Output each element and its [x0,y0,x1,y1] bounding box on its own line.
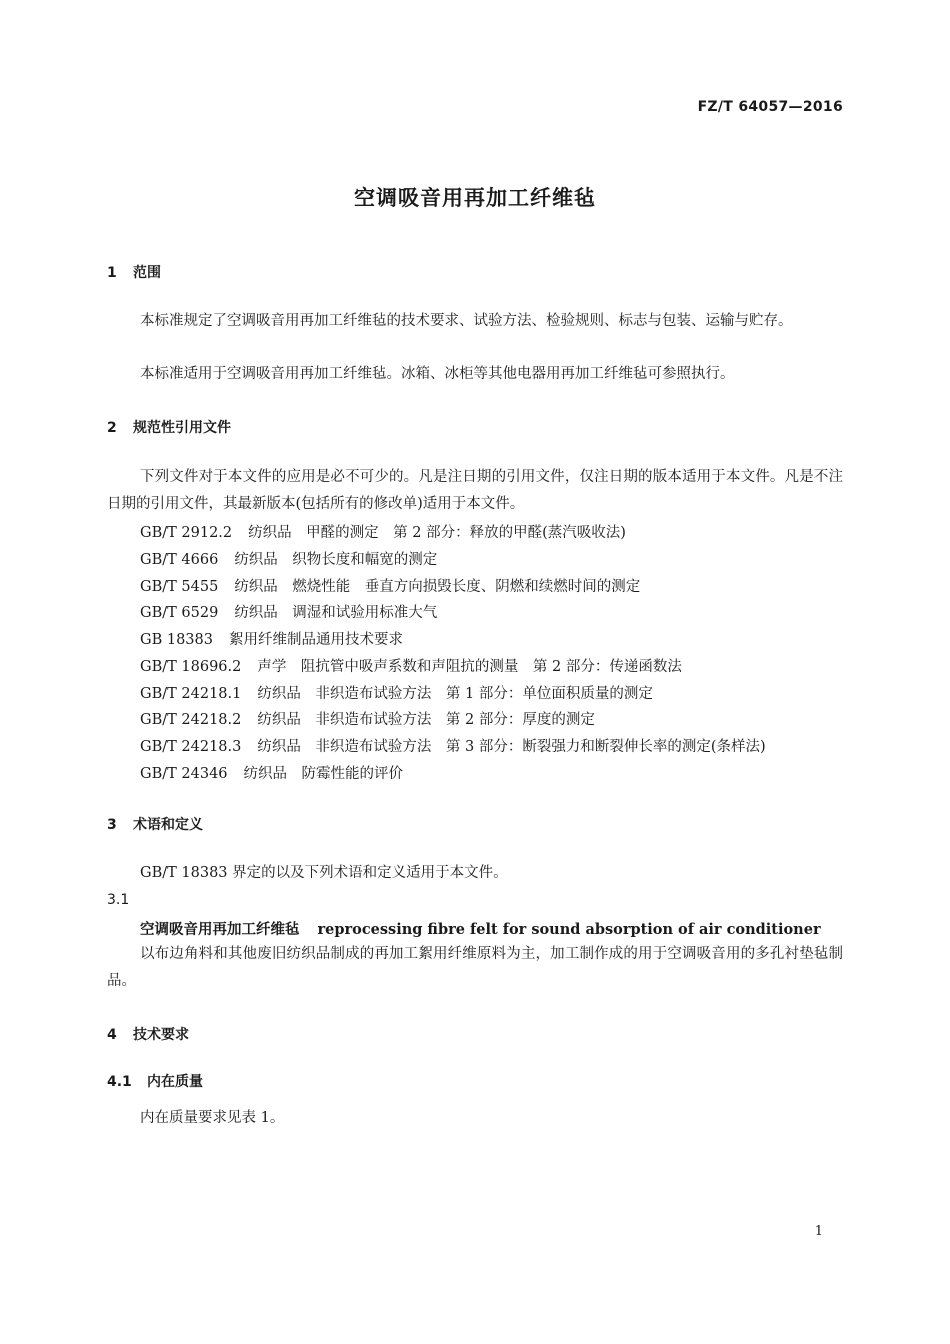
reference-item [140,575,640,596]
section-title: 规范性引用文件 [133,420,231,436]
section-2-heading [107,417,231,437]
section-3-intro: GB/T 18383 界定的以及下列术语和定义适用于本文件。 [140,865,508,881]
section-title: 范围 [133,265,161,281]
reference-code: GB/T 6529 [140,605,219,621]
page-number: 1 [814,1224,823,1239]
reference-item [140,682,653,703]
reference-title: 纺织品 燃烧性能 垂直方向损毁长度、阴燃和续燃时间的测定 [234,579,641,595]
reference-item [140,601,437,622]
reference-code: GB 18383 [140,632,213,648]
reference-item [140,628,403,649]
reference-code: GB/T 24218.1 [140,686,242,702]
section-number: 2 [107,420,117,436]
section-3-heading [107,814,203,834]
section-title: 技术要求 [133,1027,189,1043]
reference-item [140,521,626,542]
reference-code: GB/T 4666 [140,552,219,568]
reference-title: 絮用纤维制品通用技术要求 [228,632,403,648]
reference-title: 纺织品 非织造布试验方法 第 2 部分：厚度的测定 [257,712,595,728]
reference-item [140,655,682,676]
reference-title: 纺织品 防霉性能的评价 [243,766,404,782]
reference-item [140,548,437,569]
section-4-heading [107,1024,189,1044]
reference-title: 纺织品 非织造布试验方法 第 1 部分：单位面积质量的测定 [257,686,653,702]
reference-code: GB/T 2912.2 [140,525,233,541]
reference-title: 声学 阻抗管中吸声系数和声阻抗的测量 第 2 部分：传递函数法 [257,659,682,675]
subsection-4-1-text: 内在质量要求见表 1。 [140,1110,285,1126]
reference-code: GB/T 5455 [140,579,219,595]
subsection-title: 内在质量 [147,1074,203,1090]
reference-code: GB/T 24218.2 [140,712,242,728]
term-definition: 以布边角料和其他废旧纺织品制成的再加工絮用纤维原料为主，加工制作成的用于空调吸音用的多孔衬垫毡制品。 [107,946,843,989]
standard-code: FZ/T 64057—2016 [697,99,843,115]
reference-title: 纺织品 调湿和试验用标准大气 [234,605,438,621]
reference-title: 纺织品 非织造布试验方法 第 3 部分：断裂强力和断裂伸长率的测定(条样法) [257,739,766,755]
section-number: 1 [107,265,117,281]
term-heading [140,918,821,939]
section-1-paragraph-2: 本标准适用于空调吸音用再加工纤维毡。冰箱、冰柜等其他电器用再加工纤维毡可参照执行。 [140,366,735,382]
reference-code: GB/T 24346 [140,766,228,782]
reference-code: GB/T 24218.3 [140,739,242,755]
reference-title: 纺织品 甲醛的测定 第 2 部分：释放的甲醛(蒸汽吸收法) [248,525,626,541]
subsection-number: 4.1 [107,1074,132,1090]
reference-code: GB/T 18696.2 [140,659,242,675]
section-1-heading [107,262,161,282]
section-title: 术语和定义 [133,817,203,833]
section-1-paragraph-1: 本标准规定了空调吸音用再加工纤维毡的技术要求、试验方法、检验规则、标志与包装、运输与贮存。 [140,313,793,329]
section-number: 4 [107,1027,117,1043]
reference-item [140,762,403,783]
reference-item [140,735,766,756]
section-2-intro: 下列文件对于本文件的应用是必不可少的。凡是注日期的引用文件，仅注日期的版本适用于本文件。凡是不注日期的引用文件，其最新版本(包括所有的修改单)适用于本文件。 [107,469,843,512]
term-name-en: reprocessing fibre felt for sound absorption of air conditioner [317,921,821,938]
subsection-4-1-heading [107,1071,203,1091]
section-number: 3 [107,817,117,833]
reference-item [140,708,595,729]
reference-title: 纺织品 织物长度和幅宽的测定 [234,552,438,568]
term-number: 3.1 [107,892,130,908]
document-title: 空调吸音用再加工纤维毡 [354,186,596,210]
term-name-zh: 空调吸音用再加工纤维毡 [140,922,300,938]
